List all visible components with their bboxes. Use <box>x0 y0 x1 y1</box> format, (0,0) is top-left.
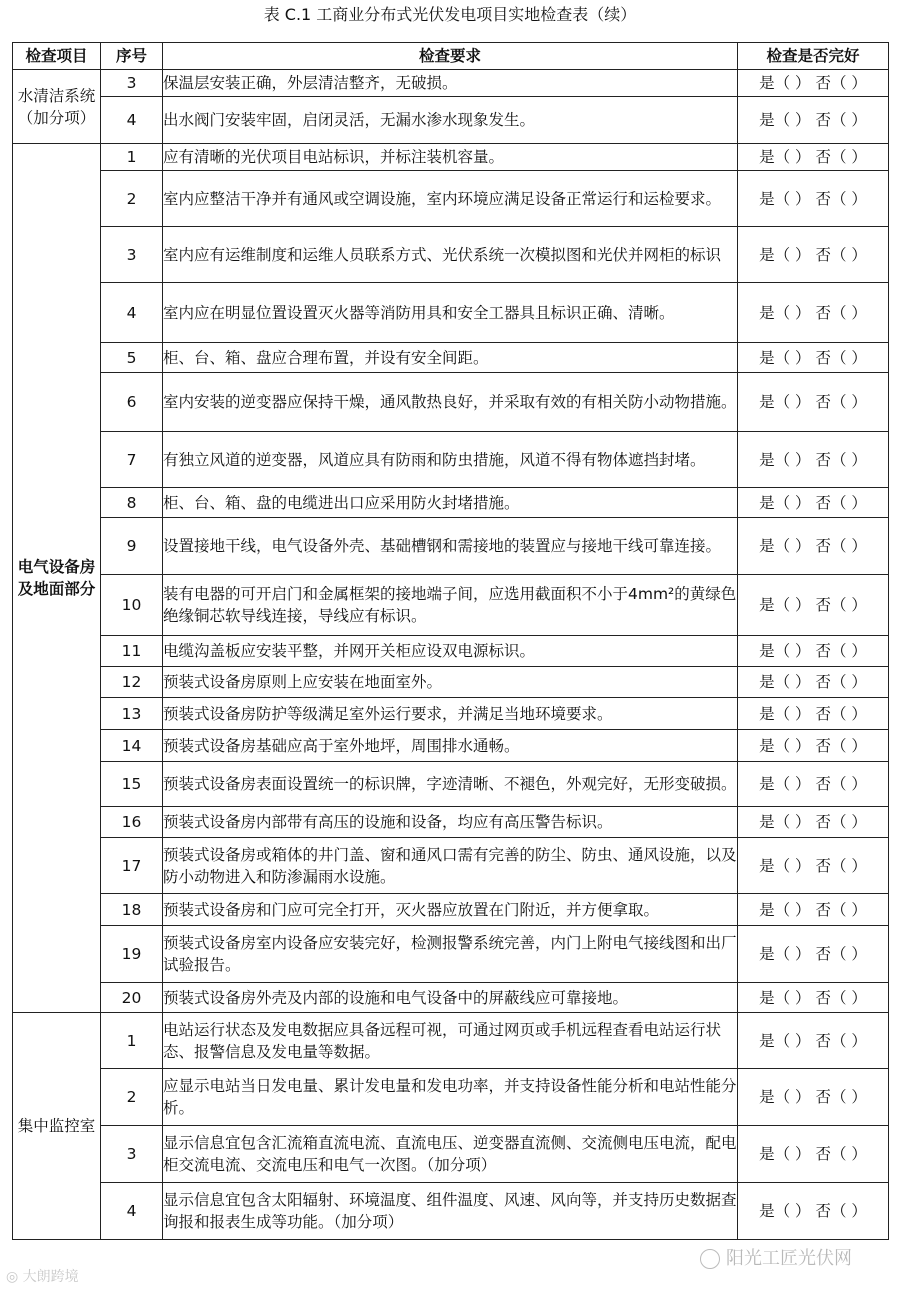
check-options: 是（ ） 否（ ） <box>738 488 889 518</box>
table-row <box>13 926 889 983</box>
requirement-text: 柜、台、箱、盘的电缆进出口应采用防火封堵措施。 <box>163 488 738 518</box>
requirement-text: 预装式设备房和门应可完全打开，灭火器应放置在门附近，并方便拿取。 <box>163 894 738 926</box>
requirement-text: 室内安装的逆变器应保持干燥，通风散热良好，并采取有效的有相关防小动物措施。 <box>163 373 738 432</box>
table-row <box>13 636 889 667</box>
table-row <box>13 171 889 227</box>
row-number: 1 <box>101 1013 163 1069</box>
requirement-text: 电缆沟盖板应安装平整，并网开关柜应设双电源标识。 <box>163 636 738 667</box>
table-row <box>13 575 889 636</box>
table-row <box>13 730 889 762</box>
header-row <box>13 43 889 70</box>
table-row <box>13 70 889 97</box>
table-row <box>13 1069 889 1126</box>
category-cell: 电气设备房及地面部分 <box>13 144 101 1013</box>
requirement-text: 预装式设备房基础应高于室外地坪，周围排水通畅。 <box>163 730 738 762</box>
requirement-text: 室内应整洁干净并有通风或空调设施，室内环境应满足设备正常运行和运检要求。 <box>163 171 738 227</box>
row-number: 2 <box>101 171 163 227</box>
requirement-text: 应显示电站当日发电量、累计发电量和发电功率，并支持设备性能分析和电站性能分析。 <box>163 1069 738 1126</box>
row-number: 8 <box>101 488 163 518</box>
row-number: 19 <box>101 926 163 983</box>
check-options: 是（ ） 否（ ） <box>738 518 889 575</box>
watermark-right: 阳光工匠光伏网 <box>700 1244 852 1270</box>
check-options: 是（ ） 否（ ） <box>738 432 889 488</box>
requirement-text: 应有清晰的光伏项目电站标识，并标注装机容量。 <box>163 144 738 171</box>
requirement-text: 显示信息宜包含汇流箱直流电流、直流电压、逆变器直流侧、交流侧电压电流，配电柜交流电流、交流电压和电气一次图。（加分项） <box>163 1126 738 1183</box>
row-number: 6 <box>101 373 163 432</box>
table-row <box>13 983 889 1013</box>
table-row <box>13 144 889 171</box>
table-row <box>13 1126 889 1183</box>
row-number: 7 <box>101 432 163 488</box>
row-number: 3 <box>101 227 163 283</box>
check-options: 是（ ） 否（ ） <box>738 894 889 926</box>
requirement-text: 有独立风道的逆变器，风道应具有防雨和防虫措施，风道不得有物体遮挡封堵。 <box>163 432 738 488</box>
check-options: 是（ ） 否（ ） <box>738 838 889 894</box>
header-num: 序号 <box>101 43 163 70</box>
category-cell: 水清洁系统（加分项） <box>13 70 101 144</box>
requirement-text: 预装式设备房原则上应安装在地面室外。 <box>163 667 738 698</box>
header-item: 检查项目 <box>13 43 101 70</box>
table-body <box>13 70 889 1240</box>
check-options: 是（ ） 否（ ） <box>738 730 889 762</box>
table-row <box>13 1013 889 1069</box>
requirement-text: 电站运行状态及发电数据应具备远程可视，可通过网页或手机远程查看电站运行状态、报警信息及发电量等数据。 <box>163 1013 738 1069</box>
row-number: 9 <box>101 518 163 575</box>
table-row <box>13 762 889 807</box>
table-row <box>13 283 889 343</box>
table-title: 表 C.1 工商业分布式光伏发电项目实地检查表（续） <box>263 5 637 24</box>
row-number: 14 <box>101 730 163 762</box>
header-req: 检查要求 <box>163 43 738 70</box>
row-number: 4 <box>101 97 163 144</box>
row-number: 12 <box>101 667 163 698</box>
row-number: 18 <box>101 894 163 926</box>
row-number: 5 <box>101 343 163 373</box>
table-row <box>13 838 889 894</box>
row-number: 11 <box>101 636 163 667</box>
check-options: 是（ ） 否（ ） <box>738 1126 889 1183</box>
requirement-text: 室内应有运维制度和运维人员联系方式、光伏系统一次模拟图和光伏并网柜的标识 <box>163 227 738 283</box>
check-options: 是（ ） 否（ ） <box>738 667 889 698</box>
check-options: 是（ ） 否（ ） <box>738 283 889 343</box>
check-options: 是（ ） 否（ ） <box>738 70 889 97</box>
table-row <box>13 97 889 144</box>
requirement-text: 预装式设备房内部带有高压的设施和设备，均应有高压警告标识。 <box>163 807 738 838</box>
header-check: 检查是否完好 <box>738 43 889 70</box>
table-row <box>13 1183 889 1240</box>
wechat-icon <box>700 1249 720 1269</box>
check-options: 是（ ） 否（ ） <box>738 575 889 636</box>
row-number: 13 <box>101 698 163 730</box>
table-row <box>13 227 889 283</box>
requirement-text: 预装式设备房表面设置统一的标识牌，字迹清晰、不褪色，外观完好，无形变破损。 <box>163 762 738 807</box>
check-options: 是（ ） 否（ ） <box>738 807 889 838</box>
table-row <box>13 432 889 488</box>
row-number: 3 <box>101 1126 163 1183</box>
row-number: 4 <box>101 1183 163 1240</box>
check-options: 是（ ） 否（ ） <box>738 926 889 983</box>
requirement-text: 预装式设备房室内设备应安装完好，检测报警系统完善，内门上附电气接线图和出厂试验报告。 <box>163 926 738 983</box>
table-row <box>13 518 889 575</box>
table-row <box>13 343 889 373</box>
row-number: 3 <box>101 70 163 97</box>
check-options: 是（ ） 否（ ） <box>738 636 889 667</box>
requirement-text: 预装式设备房外壳及内部的设施和电气设备中的屏蔽线应可靠接地。 <box>163 983 738 1013</box>
requirement-text: 装有电器的可开启门和金属框架的接地端子间，应选用截面积不小于4mm²的黄绿色绝缘铜芯软导线连接，导线应有标识。 <box>163 575 738 636</box>
table-row <box>13 698 889 730</box>
requirement-text: 室内应在明显位置设置灭火器等消防用具和安全工器具且标识正确、清晰。 <box>163 283 738 343</box>
row-number: 15 <box>101 762 163 807</box>
check-options: 是（ ） 否（ ） <box>738 171 889 227</box>
table-row <box>13 488 889 518</box>
table-row <box>13 373 889 432</box>
check-options: 是（ ） 否（ ） <box>738 227 889 283</box>
requirement-text: 预装式设备房或箱体的井门盖、窗和通风口需有完善的防尘、防虫、通风设施，以及防小动物进入和防渗漏雨水设施。 <box>163 838 738 894</box>
requirement-text: 设置接地干线，电气设备外壳、基础槽钢和需接地的装置应与接地干线可靠连接。 <box>163 518 738 575</box>
row-number: 17 <box>101 838 163 894</box>
check-options: 是（ ） 否（ ） <box>738 1183 889 1240</box>
check-options: 是（ ） 否（ ） <box>738 1069 889 1126</box>
check-options: 是（ ） 否（ ） <box>738 343 889 373</box>
table-row <box>13 894 889 926</box>
check-options: 是（ ） 否（ ） <box>738 1013 889 1069</box>
row-number: 1 <box>101 144 163 171</box>
row-number: 4 <box>101 283 163 343</box>
watermark-left: ◎ 大朗跨境 <box>6 1269 79 1285</box>
row-number: 16 <box>101 807 163 838</box>
check-options: 是（ ） 否（ ） <box>738 373 889 432</box>
check-options: 是（ ） 否（ ） <box>738 983 889 1013</box>
requirement-text: 出水阀门安装牢固，启闭灵活，无漏水渗水现象发生。 <box>163 97 738 144</box>
check-options: 是（ ） 否（ ） <box>738 144 889 171</box>
table-row <box>13 807 889 838</box>
row-number: 2 <box>101 1069 163 1126</box>
row-number: 10 <box>101 575 163 636</box>
check-options: 是（ ） 否（ ） <box>738 762 889 807</box>
row-number: 20 <box>101 983 163 1013</box>
requirement-text: 保温层安装正确，外层清洁整齐，无破损。 <box>163 70 738 97</box>
table-row <box>13 667 889 698</box>
requirement-text: 显示信息宜包含太阳辐射、环境温度、组件温度、风速、风向等，并支持历史数据查询报和报表生成等功能。（加分项） <box>163 1183 738 1240</box>
check-options: 是（ ） 否（ ） <box>738 97 889 144</box>
check-options: 是（ ） 否（ ） <box>738 698 889 730</box>
requirement-text: 柜、台、箱、盘应合理布置，并设有安全间距。 <box>163 343 738 373</box>
requirement-text: 预装式设备房防护等级满足室外运行要求，并满足当地环境要求。 <box>163 698 738 730</box>
inspection-table <box>12 42 889 1240</box>
category-cell: 集中监控室 <box>13 1013 101 1240</box>
